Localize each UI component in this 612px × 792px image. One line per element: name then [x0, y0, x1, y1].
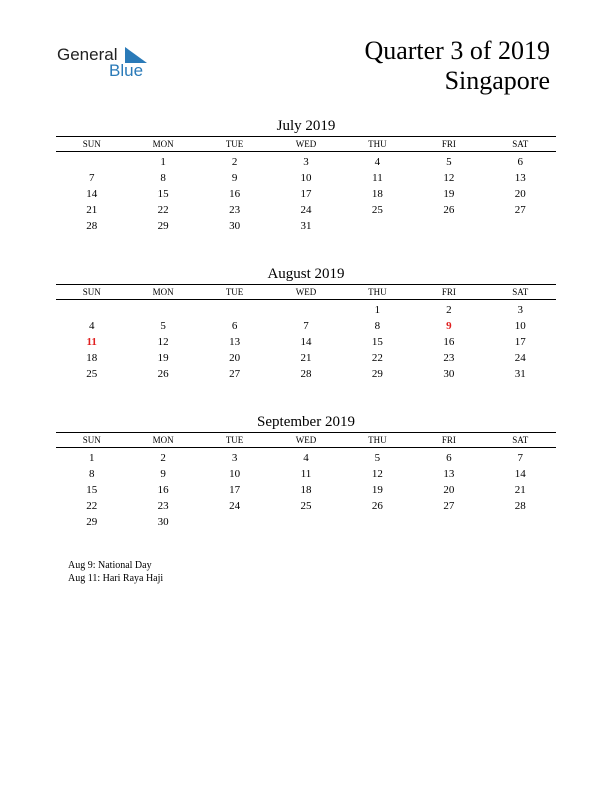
- day-cell: 9: [231, 172, 238, 184]
- weekday-label: WED: [295, 287, 317, 297]
- holiday-note: Aug 11: Hari Raya Haji: [68, 573, 164, 584]
- day-cell: 7: [303, 320, 309, 332]
- day-cell: 31: [300, 220, 312, 232]
- weekday-header: [56, 284, 556, 300]
- day-cell: 29: [371, 368, 383, 380]
- day-cell: 13: [229, 336, 241, 348]
- day-cell: 5: [374, 452, 381, 464]
- holiday-day-cell: 11: [86, 336, 97, 348]
- empty-day-cell: [199, 302, 270, 318]
- day-cell: 10: [514, 320, 526, 332]
- day-cell: 16: [157, 484, 169, 496]
- month-july: [56, 116, 556, 234]
- day-cell: 30: [157, 516, 169, 528]
- day-cell: 28: [86, 220, 98, 232]
- day-cell: 26: [443, 204, 455, 216]
- day-cell: 18: [300, 484, 312, 496]
- weekday-label: TUE: [225, 139, 244, 149]
- empty-day-cell: [56, 302, 127, 318]
- day-cell: 24: [300, 204, 312, 216]
- day-cell: 1: [88, 452, 95, 464]
- day-cell: 4: [88, 320, 95, 332]
- day-grid: [56, 450, 556, 530]
- day-cell: 10: [229, 468, 241, 480]
- weekday-label: MON: [152, 287, 174, 297]
- day-cell: 12: [157, 336, 169, 348]
- day-cell: 13: [443, 468, 455, 480]
- logo-blue-text: Blue: [109, 61, 144, 80]
- day-cell: 23: [229, 204, 241, 216]
- page-title: [364, 36, 550, 96]
- weekday-header: [56, 432, 556, 448]
- day-cell: 15: [86, 484, 98, 496]
- holiday-notes: [68, 559, 163, 585]
- day-cell: 16: [443, 336, 455, 348]
- day-cell: 9: [160, 468, 166, 480]
- day-cell: 26: [157, 368, 169, 380]
- day-cell: 24: [514, 352, 526, 364]
- logo: [57, 43, 157, 83]
- day-cell: 3: [303, 156, 309, 168]
- day-cell: 5: [160, 320, 166, 332]
- day-cell: 25: [371, 204, 383, 216]
- day-cell: 17: [514, 336, 526, 348]
- month-title: July 2019: [276, 118, 336, 134]
- day-cell: 28: [514, 500, 526, 512]
- day-cell: 18: [371, 188, 383, 200]
- day-grid: [56, 302, 556, 382]
- day-cell: 6: [517, 156, 524, 168]
- weekday-label: FRI: [441, 287, 456, 297]
- day-cell: 6: [446, 452, 452, 464]
- day-cell: 29: [86, 516, 98, 528]
- day-cell: 2: [231, 156, 238, 168]
- day-cell: 23: [157, 500, 169, 512]
- day-cell: 29: [157, 220, 169, 232]
- day-cell: 11: [372, 172, 383, 184]
- day-cell: 3: [517, 304, 524, 316]
- day-cell: 31: [514, 368, 526, 380]
- weekday-label: SUN: [82, 139, 101, 149]
- day-cell: 21: [86, 204, 98, 216]
- empty-day-cell: [56, 154, 127, 170]
- day-cell: 12: [443, 172, 455, 184]
- day-cell: 24: [229, 500, 241, 512]
- title-country: Singapore: [444, 66, 550, 95]
- day-cell: 15: [157, 188, 169, 200]
- weekday-label: SAT: [512, 139, 529, 149]
- day-cell: 17: [300, 188, 312, 200]
- logo-general-text: General: [57, 45, 118, 64]
- day-cell: 6: [231, 320, 238, 332]
- day-cell: 25: [86, 368, 98, 380]
- weekday-label: THU: [368, 287, 387, 297]
- day-cell: 2: [160, 452, 166, 464]
- day-cell: 7: [88, 172, 95, 184]
- day-cell: 10: [300, 172, 312, 184]
- day-cell: 27: [514, 204, 526, 216]
- day-cell: 22: [86, 500, 98, 512]
- day-cell: 3: [231, 452, 238, 464]
- day-cell: 7: [517, 452, 524, 464]
- weekday-label: FRI: [441, 435, 456, 445]
- weekday-header: [56, 136, 556, 152]
- weekday-label: SAT: [512, 287, 529, 297]
- month-title: September 2019: [257, 414, 355, 430]
- day-cell: 22: [157, 204, 169, 216]
- day-cell: 1: [374, 304, 381, 316]
- weekday-label: THU: [368, 435, 387, 445]
- day-cell: 14: [86, 188, 98, 200]
- day-cell: 13: [514, 172, 526, 184]
- day-cell: 8: [374, 320, 381, 332]
- day-cell: 25: [300, 500, 312, 512]
- weekday-label: FRI: [441, 139, 456, 149]
- day-cell: 30: [443, 368, 455, 380]
- month-title: August 2019: [267, 266, 345, 282]
- weekday-label: TUE: [225, 287, 244, 297]
- month-september: [56, 412, 556, 530]
- day-cell: 27: [229, 368, 241, 380]
- day-cell: 15: [371, 336, 383, 348]
- day-cell: 20: [443, 484, 455, 496]
- weekday-label: MON: [152, 139, 174, 149]
- weekday-label: SUN: [82, 287, 101, 297]
- empty-day-cell: [127, 302, 198, 318]
- day-cell: 30: [229, 220, 241, 232]
- month-august: [56, 264, 556, 382]
- empty-day-cell: [270, 302, 341, 318]
- weekday-label: TUE: [225, 435, 244, 445]
- day-cell: 2: [446, 304, 452, 316]
- day-cell: 18: [86, 352, 98, 364]
- day-cell: 23: [443, 352, 455, 364]
- day-cell: 19: [371, 484, 383, 496]
- day-cell: 19: [157, 352, 169, 364]
- day-cell: 27: [443, 500, 455, 512]
- day-cell: 28: [300, 368, 312, 380]
- day-cell: 14: [514, 468, 526, 480]
- weekday-label: WED: [295, 139, 317, 149]
- title-quarter: Quarter 3 of 2019: [364, 36, 550, 65]
- day-cell: 20: [514, 188, 526, 200]
- day-cell: 14: [300, 336, 312, 348]
- weekday-label: THU: [368, 139, 387, 149]
- day-cell: 8: [88, 468, 95, 480]
- day-cell: 8: [160, 172, 166, 184]
- holiday-day-cell: 9: [446, 320, 452, 332]
- day-cell: 26: [371, 500, 383, 512]
- weekday-label: WED: [295, 435, 317, 445]
- weekday-label: MON: [152, 435, 174, 445]
- day-cell: 21: [300, 352, 312, 364]
- day-cell: 21: [514, 484, 526, 496]
- day-cell: 4: [374, 156, 381, 168]
- day-cell: 22: [371, 352, 383, 364]
- day-cell: 4: [303, 452, 309, 464]
- day-cell: 12: [371, 468, 383, 480]
- day-cell: 19: [443, 188, 455, 200]
- day-cell: 17: [229, 484, 241, 496]
- day-cell: 11: [300, 468, 312, 480]
- day-cell: 20: [229, 352, 241, 364]
- day-cell: 16: [229, 188, 241, 200]
- day-cell: 1: [160, 156, 166, 168]
- day-grid: [56, 154, 556, 234]
- weekday-label: SUN: [82, 435, 101, 445]
- weekday-label: SAT: [512, 435, 529, 445]
- day-cell: 5: [446, 156, 452, 168]
- holiday-note: Aug 9: National Day: [68, 560, 152, 571]
